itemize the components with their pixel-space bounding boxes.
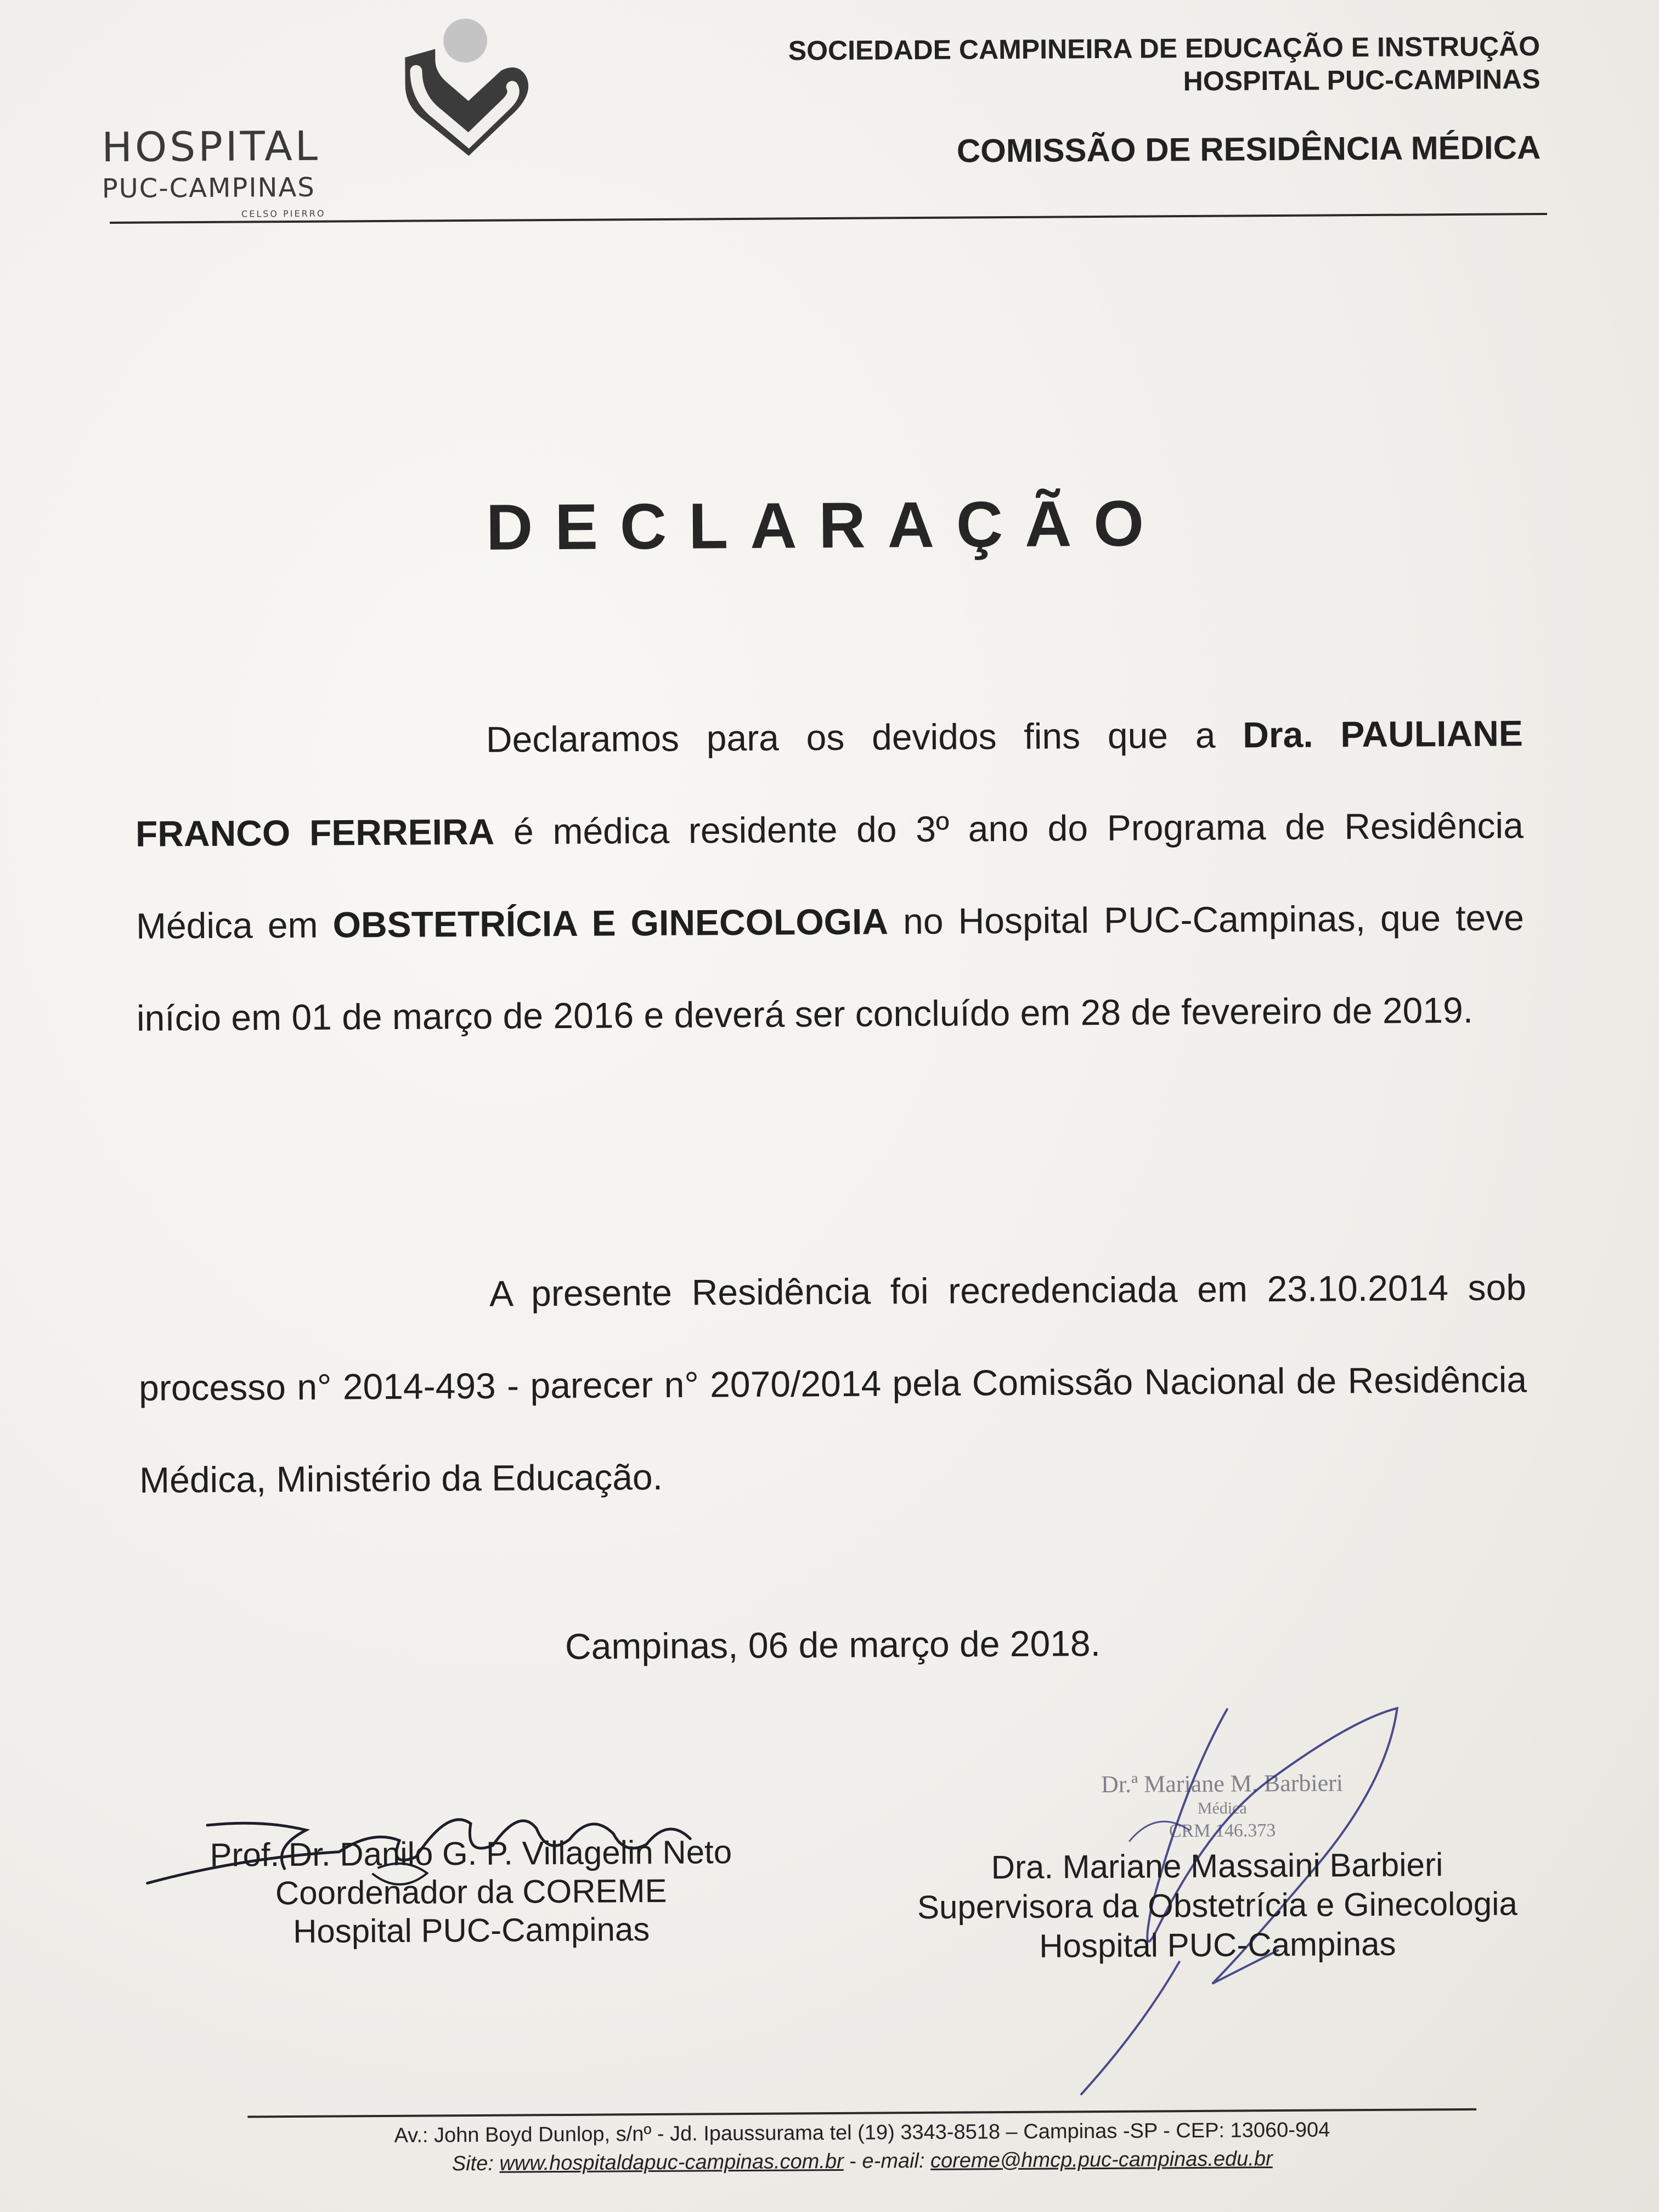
para1-mid: é médica residente do 3º ano do Programa de Residência Médica em <box>136 805 1524 946</box>
program-name: OBSTETRÍCIA E GINECOLOGIA <box>332 901 889 945</box>
logo-subtitle: PUC-CAMPINAS <box>101 172 315 205</box>
resident-name: Dra. PAULIANE FRANCO FERREIRA <box>135 713 1523 854</box>
accreditation-paragraph <box>138 1241 1528 1526</box>
document-title: DECLARAÇÃO <box>486 487 1166 564</box>
right-signatory-org: Hospital PUC-Campinas <box>1039 1925 1396 1965</box>
stamp-role: Médica <box>1197 1799 1247 1818</box>
stamp-name: Dr.ª Mariane M. Barbieri <box>1101 1769 1344 1798</box>
footer-address: Av.: John Boyd Dunlop, s/nº - Jd. Ipaussurama tel (19) 3343-8518 – Campinas -SP - CEP: 13060-904 <box>394 2118 1330 2147</box>
stamp-crm: CRM 146.373 <box>1169 1820 1276 1842</box>
org-name-line-1: SOCIEDADE CAMPINEIRA DE EDUCAÇÃO E INSTRUÇÃO <box>788 31 1541 66</box>
left-signature-block <box>142 1832 800 1951</box>
letterhead <box>788 30 1541 171</box>
site-link[interactable]: www.hospitaldapuc-campinas.com.br <box>499 2149 844 2175</box>
hospital-logo <box>98 19 461 229</box>
para2-text: A presente Residência foi recredenciada em 23.10.2014 sob processo n° 2014-493 - parecer n° 2070/2014 pela Comissão Nacional de Residência Médica, Ministério da Educação. <box>138 1267 1527 1500</box>
right-signatory-name: Dra. Mariane Massaini Barbieri <box>991 1846 1443 1886</box>
doctor-stamp <box>1079 1769 1365 1844</box>
commission-name: COMISSÃO DE RESIDÊNCIA MÉDICA <box>956 129 1541 170</box>
left-signatory-name: Prof. Dr. Danilo G. P. Villagelin Neto <box>210 1833 732 1874</box>
declaration-paragraph <box>134 687 1525 1064</box>
hospital-logo-icon <box>279 18 565 206</box>
site-label: Site: <box>452 2152 494 2176</box>
right-signatory-role: Supervisora da Obstetrícia e Ginecologia <box>917 1885 1518 1926</box>
email-link[interactable]: coreme@hmcp.puc-campinas.edu.br <box>930 2147 1273 2172</box>
right-signature-block <box>860 1844 1574 1967</box>
left-signatory-role: Coordenador da COREME <box>275 1872 667 1912</box>
footer-separator: - <box>843 2149 862 2173</box>
para1-intro: Declaramos para os devidos fins que a <box>486 714 1243 760</box>
logo-wordmark: HOSPITAL <box>101 122 321 172</box>
footer <box>247 2115 1477 2180</box>
indent <box>135 752 486 754</box>
indent <box>138 1306 489 1308</box>
document-date: Campinas, 06 de março de 2018. <box>565 1623 1101 1667</box>
para1-end: no Hospital PUC-Campinas, que teve início em 01 de março de 2016 e deverá ser concluído em 28 de fevereiro de 2019. <box>136 897 1525 1039</box>
logo-small-text: CELSO PIERRO <box>241 208 326 219</box>
left-signatory-org: Hospital PUC-Campinas <box>292 1911 650 1950</box>
org-name-line-2: HOSPITAL PUC-CAMPINAS <box>1183 64 1541 97</box>
email-label: e-mail: <box>862 2149 925 2173</box>
